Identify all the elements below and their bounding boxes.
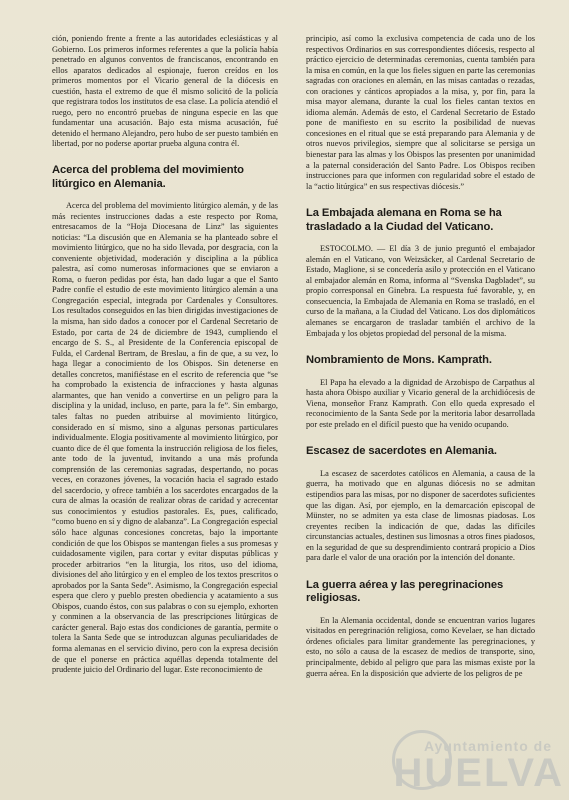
section-heading: Nombramiento de Mons. Kamprath. [306, 354, 492, 367]
seal-icon [392, 730, 452, 790]
archive-watermark [392, 724, 569, 800]
left-column [52, 34, 278, 676]
watermark-bottom-text: HUELVA [393, 751, 564, 795]
watermark-top-text: Ayuntamiento de [423, 738, 552, 754]
section-heading: Escasez de sacerdotes en Alemania. [306, 445, 497, 458]
paragraph: El Papa ha elevado a la dignidad de Arzobispo de Carpathus al hasta ahora Obispo auxiliar y Vicario general de la archidiócesis de Viena, monseñor Franz Kamprath. Con ello queda expresado el reconocimiento de la Santa Sede por la meritoria labor desarrollada por este prelado en el difícil puesto que ha venido ocupando. [306, 377, 535, 429]
paragraph: ESTOCOLMO. — El día 3 de junio preguntó el embajador alemán en el Vaticano, von Weizsäcker, al Cardenal Secretario de Estado, Maglione, si se concedería asilo y protección en el Vaticano al embajador alemán en Roma, informa al “Svenska Dagbladet”, su propio corresponsal en Ginebra. La respuesta fué favorable, y, en consecuencia, la Embajada de Alemania en Roma se trasladó, en el curso de la mañana, a la Ciudad del Vaticano. Los dos diplomáticos alemanes se encargaron de trasladar también el archivo de la Embajada y los objetos propiedad del personal de la misma. [306, 244, 535, 338]
section-heading: Acerca del problema del movimiento litúrgico en Alemania. [52, 164, 244, 190]
paragraph: ción, poniendo frente a frente a las autoridades eclesiásticas y al Gobierno. Los primeros informes referentes a que la policía había penetrado en algunos conventos de franciscanos, encontrando en ellos aparatos dedicados al espionaje, fueron creídos en los primeros momentos por el Vicario general de la diócesis en cuestión, hasta el extremo de que él mismo solicitó de la policía que registrara todos los institutos de esa clase. La policía atendió el ruego, pero no encontró pruebas de ninguna especie en las que fundamentar una acusación. Bajo esta misma acusación, fué detenido el hermano Alejandro, pero hubo de ser puesto también en libertad, por no poderse aportar prueba alguna contra él. [52, 34, 278, 149]
paragraph: En la Alemania occidental, donde se encuentran varios lugares visitados en peregrinación religiosa, como Kevelaer, se han dictado órdenes oficiales para limitar grandemente las peregrinaciones, y esto, no sólo a causa de la escasez de medios de transporte, sino, principalmente, debido al peligro que para las mismas existe por la guerra aérea. En la disposición que advierte de los peligros de pe [306, 615, 535, 678]
section-heading: La guerra aérea y las peregrinaciones religiosas. [306, 578, 504, 605]
right-column [306, 34, 535, 679]
section-heading: La Embajada alemana en Roma se ha trasladado a la Ciudad del Vaticano. [306, 207, 502, 233]
paragraph: principio, así como la exclusiva competencia de cada uno de los respectivos Ordinarios en sus correspondientes diócesis, respecto al práctico ejercicio de determinadas ceremonias, cuenta también para la misa en común, en la que los fieles siguen en parte las ceremonias sagradas con oraciones en alemán, en las misas cantadas o rezadas, con oraciones y cánticos apropiados a la misa, y, por fin, para la misa mayor alemana, durante la cual los fieles cantan textos en idioma alemán. Además de esto, el Cardenal Secretario de Estado pone de manifiesto en su escrito la posibilidad de nuevas concesiones en el ritual que se está preparando para Alemania y de otros nuevos privilegios, siempre que al solicitarse se persiga un bienestar para las almas y los Obispos las presenten por unanimidad a la paternal consideración del Santo Padre. Los Obispos reciben instrucciones para que informen con regularidad sobre el estado de la “actio litúrgica” en sus respectivas diócesis.” [306, 34, 535, 191]
paragraph: La escasez de sacerdotes católicos en Alemania, a causa de la guerra, ha motivado que en algunas diócesis no se admitan estipendios para las misas, por no disponer de sacerdotes suficientes que las digan. Así, por ejemplo, en la demarcación episcopal de Münster, no se admiten ya esta clase de limosnas piadosas. Los creyentes reciben la indicación de que, dadas las difíciles circunstancias actuales, destinen sus limosnas a otros fines piadosos, en la seguridad de que su desprendimiento contrará propicio a Dios para darle el valor de una oración por la intención del donante. [306, 468, 535, 563]
paragraph: Acerca del problema del movimiento litúrgico alemán, y de las más recientes instrucciones dadas a este respecto por Roma, entresacamos de la “Hoja Diocesana de Linz” las siguientes noticias: “La discusión que en Alemania se ha planteado sobre el movimiento litúrgico, que no ha sido llevada, por desgracia, con la conveniente objetividad, moderación y disciplina a la pública palestra, así como numerosas informaciones que se enviaron a Roma, o fueron pedidas por ésta, han dado lugar a que el Santo Padre confíe el estudio de este movimiento litúrgico alemán a una Congregación especial, integrada por Cardenales y Consultores. Los resultados conseguidos en las bien dirigidas investigaciones de la misma, han sido dados a conocer por el Cardenal Secretario de Estado, por carta de 24 de diciembre de 1943, cumpliendo el encargo de S. S., al Presidente de la Conferencia episcopal de Fulda, el Cardenal Bertram, de Breslau, a fin de que, a su vez, lo haga llegar a conocimiento de los Obispos. Sin detenerse en detalles concretos, manifiéstase en el escrito de referencia que “se ha comprobado la existencia de infracciones y hasta algunas alarmantes, que han venido a convertirse en un peligro para la disciplina y la unidad, incluso, en parte, para la fe”. Sin embargo, tales faltas no pueden atribuirse al movimiento litúrgico, considerado en sí mismo, sino a algunas personas particulares individualmente. Elogia positivamente al movimiento litúrgico, por cuanto dice de él que fomenta la instrucción religiosa de los fieles, ante todo de la juventud, invitando a una más profunda comprensión de las ceremonias sagradas, despertando, no pocas veces, en corazones jóvenes, la vocación hacia el sagrado estado del sacerdocio, y ofrece también a los sacerdotes encargados de la cura de almas la ocasión de realizar obras de caridad y acrecentar sus conocimientos y estudios pastorales. Es, pues, calificado, “como bueno en sí y digno de alabanza”. La Congregación especial sólo hace algunas concesiones concretas, bajo la importante condición de que los Obispos se mantengan fieles a sus promesas y cuidadosamente vigilen, para cortar y evitar disputas públicas y proceder arbitrarios “en la liturgia, los ritos, uso del idioma, divisiones del año litúrgico y en el empleo de los textos prescritos o aprobados por la Santa Sede”. Asimismo, la Congregación especial espera que clero y pueblo presten obediencia y acatamiento a sus Obispos, cuando éstos, con sus palabras o con su ejemplo, exhorten y conminen a la observancia de las prescripciones litúrgicas de carácter general. Bajo estas dos condiciones de garantía, permite o tolera la Santa Sede que se introduzcan algunas peculiaridades de forma alemanas en el servicio divino, pero con la expresa decisión de que el ponerse en práctica aquéllas dependa totalmente del prudente juicio del Ordinario del lugar. Este reconocimiento de [52, 201, 279, 675]
